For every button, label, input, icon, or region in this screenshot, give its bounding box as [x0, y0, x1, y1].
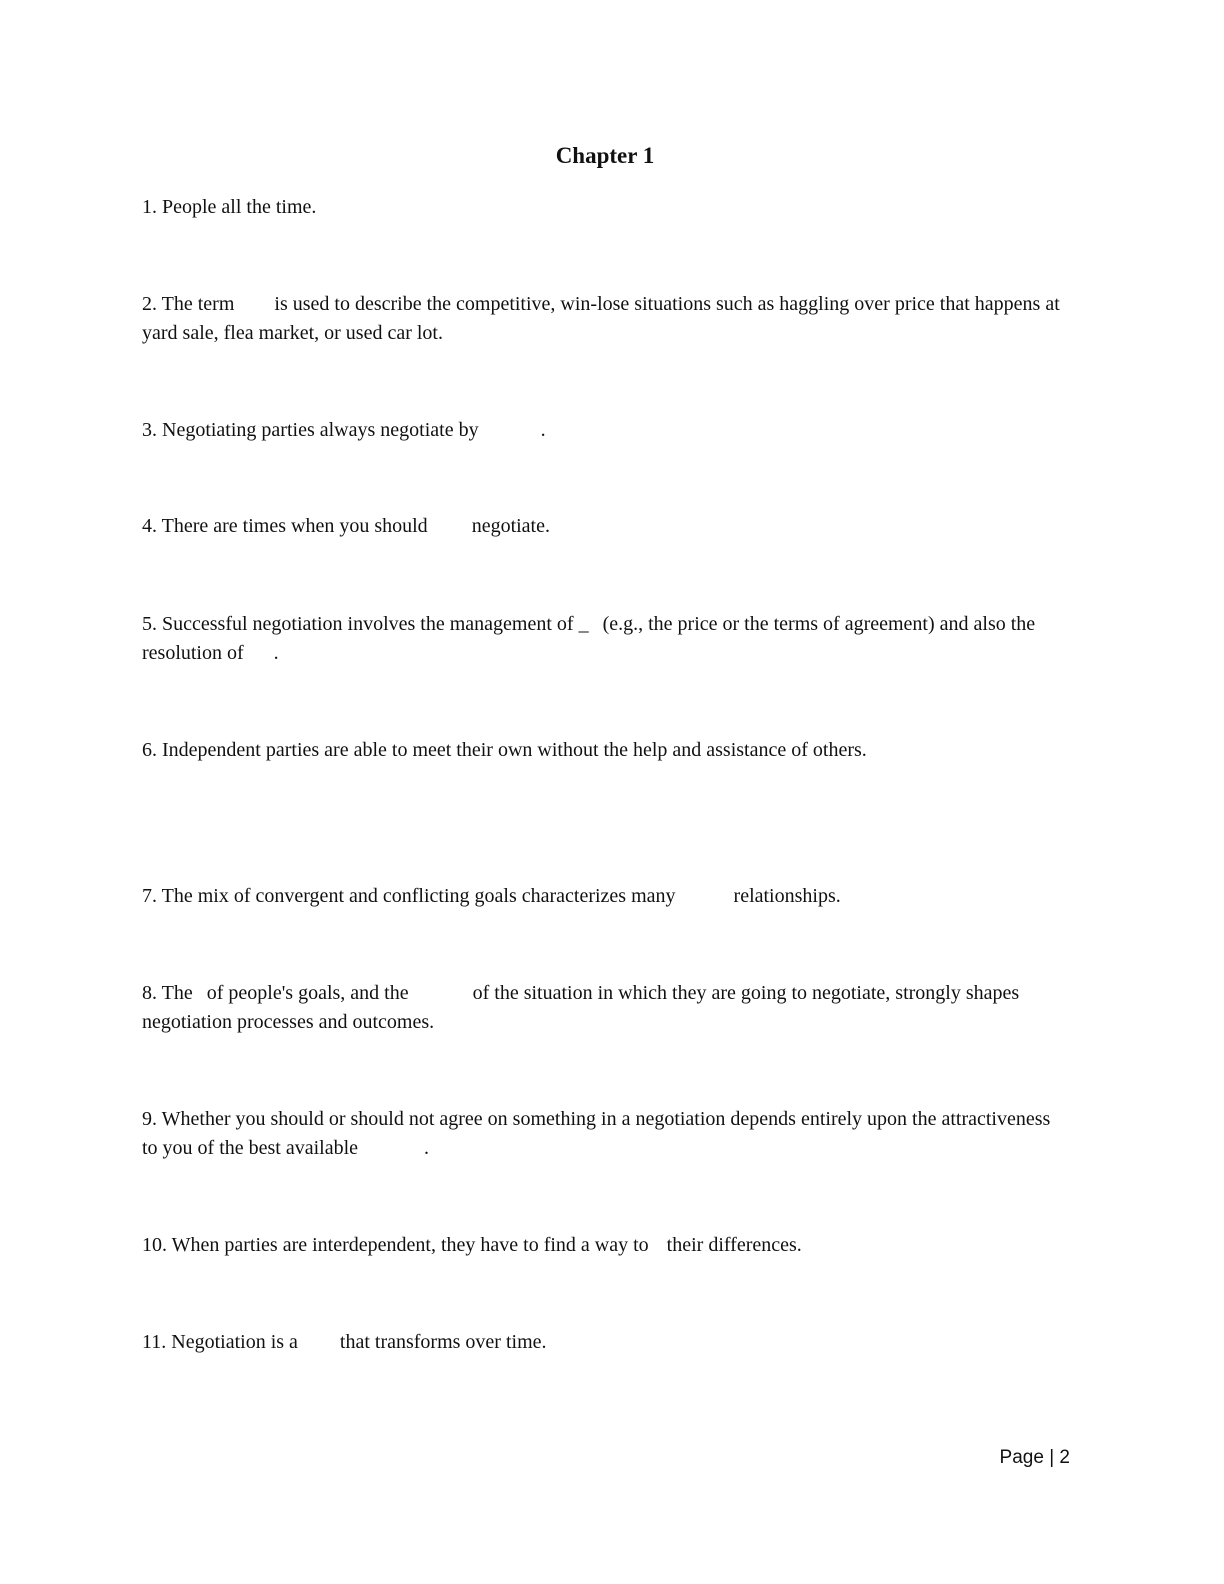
question-number: 11. [142, 1331, 167, 1353]
question-4 [142, 512, 1062, 541]
question-number: 9. [142, 1108, 157, 1130]
question-text: Negotiation is a [171, 1331, 298, 1353]
question-text: (e.g., the price or the terms of agreement) and also the resolution of [142, 613, 1036, 664]
question-text: The [161, 982, 193, 1004]
question-text: When parties are interdependent, they have to find a way to [171, 1234, 649, 1256]
question-text: . [540, 419, 546, 441]
question-10 [142, 1231, 1062, 1260]
question-11 [142, 1328, 1062, 1357]
question-text: . [424, 1137, 430, 1159]
page-separator: | [1049, 1447, 1055, 1468]
question-text: The term [161, 293, 235, 315]
question-text: relationships. [733, 885, 841, 907]
question-text: Negotiating parties always negotiate by [162, 419, 479, 441]
question-number: 4. [142, 515, 157, 537]
question-7 [142, 882, 1062, 911]
question-text: . [273, 642, 279, 664]
question-text: The mix of convergent and conflicting goals characterizes many [161, 885, 676, 907]
question-6 [142, 736, 1062, 765]
page-number: 2 [1059, 1447, 1070, 1468]
question-3 [142, 416, 1062, 445]
question-text: People all the time. [162, 196, 317, 218]
question-2 [142, 290, 1062, 348]
question-number: 8. [142, 982, 157, 1004]
page-footer [1000, 1446, 1070, 1470]
question-text: that transforms over time. [339, 1331, 547, 1353]
page-title: Chapter 1 [555, 143, 655, 168]
question-number: 3. [142, 419, 157, 441]
question-text: Successful negotiation involves the management of _ [162, 613, 589, 635]
question-text: of the situation in which they are going to negotiate, strongly shapes negotiation processes and outcomes. [142, 982, 1020, 1033]
question-number: 5. [142, 613, 157, 635]
question-9 [142, 1105, 1062, 1163]
question-number: 7. [142, 885, 157, 907]
question-text: There are times when you should [161, 515, 428, 537]
question-text: their differences. [666, 1234, 802, 1256]
question-number: 6. [142, 739, 157, 761]
question-text: Whether you should or should not agree on something in a negotiation depends entirely upon the attractiveness to you of the best available [142, 1108, 1051, 1159]
question-text: negotiate. [471, 515, 550, 537]
question-text: is used to describe the competitive, win-lose situations such as haggling over price that happens at yard sale, flea market, or used car lot. [142, 293, 1060, 344]
question-5 [142, 610, 1062, 668]
question-number: 1. [142, 196, 157, 218]
question-8 [142, 979, 1062, 1037]
question-number: 2. [142, 293, 157, 315]
question-text: Independent parties are able to meet their own without the help and assistance of others. [162, 739, 867, 761]
question-text: of people's goals, and the [206, 982, 409, 1004]
question-1 [142, 193, 1062, 222]
page-label: Page [999, 1447, 1044, 1468]
question-number: 10. [142, 1234, 167, 1256]
